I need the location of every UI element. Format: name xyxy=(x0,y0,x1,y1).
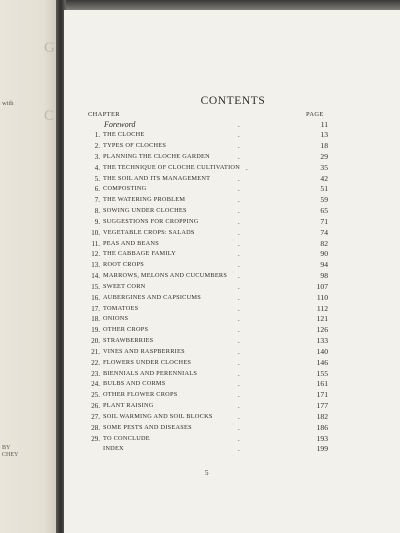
toc-leader-dots: . xyxy=(238,250,260,259)
toc-page-number: 133 xyxy=(316,336,328,346)
toc-chapter-number: 5. xyxy=(94,174,100,183)
toc-chapter-number: 4. xyxy=(94,163,100,172)
toc-page-number: 193 xyxy=(316,433,328,443)
toc-chapter-number: 11. xyxy=(91,239,100,248)
toc-leader-dots: . xyxy=(238,304,260,313)
toc-page-number: 42 xyxy=(320,173,328,183)
toc-chapter-title: VEGETABLE CROPS: SALADS xyxy=(103,228,195,236)
toc-chapter-number: 6. xyxy=(94,185,100,194)
toc-entry xyxy=(86,282,328,292)
toc-chapter-title: AUBERGINES AND CAPSICUMS xyxy=(103,293,202,301)
toc-entry xyxy=(86,336,328,346)
toc-chapter-number: 16. xyxy=(91,293,100,302)
toc-leader-dots: . xyxy=(238,152,260,161)
toc-entry xyxy=(86,228,328,238)
toc-leader-dots: . xyxy=(238,261,260,270)
toc-leader-dots: . xyxy=(238,347,260,356)
toc-leader-dots: . xyxy=(238,337,260,346)
toc-entry xyxy=(86,174,328,184)
toc-page-number: 182 xyxy=(316,411,328,421)
toc-page-number: 13 xyxy=(320,130,328,140)
toc-entry xyxy=(86,260,328,270)
toc-chapter-number: 23. xyxy=(91,369,100,378)
left-page-text: with xyxy=(2,100,14,107)
toc-leader-dots: . xyxy=(238,272,260,281)
toc-chapter-number: 21. xyxy=(91,347,100,356)
toc-chapter-number: 7. xyxy=(94,196,100,205)
toc-leader-dots: . xyxy=(238,326,260,335)
toc-leader-dots: . xyxy=(238,445,260,454)
toc-chapter-title: STRAWBERRIES xyxy=(103,337,154,345)
toc-leader-dots: . xyxy=(238,207,260,216)
toc-page-number: 29 xyxy=(320,151,328,161)
toc-chapter-number: 12. xyxy=(91,250,100,259)
toc-page-number: 90 xyxy=(320,249,328,259)
toc-entry xyxy=(86,239,328,249)
toc-leader-dots: . xyxy=(238,174,260,183)
toc-chapter-title: BULBS AND CORMS xyxy=(103,380,166,388)
toc-entry xyxy=(86,434,328,444)
toc-page-number: 82 xyxy=(320,238,328,248)
toc-entry xyxy=(86,444,328,454)
toc-entry xyxy=(86,347,328,357)
toc-page-number: 177 xyxy=(316,401,328,411)
toc-page-number: 140 xyxy=(316,346,328,356)
toc-chapter-number: 15. xyxy=(91,282,100,291)
toc-chapter-title: TO CONCLUDE xyxy=(103,434,150,442)
left-page-note: BY xyxy=(2,445,11,451)
toc-page-number: 59 xyxy=(320,195,328,205)
toc-leader-dots: . xyxy=(238,120,260,129)
toc-entry xyxy=(86,304,328,314)
toc-entry xyxy=(86,358,328,368)
toc-chapter-title: SOME PESTS AND DISEASES xyxy=(103,423,192,431)
toc-entry xyxy=(86,120,328,130)
toc-leader-dots: . xyxy=(238,423,260,432)
toc-page-number: 18 xyxy=(320,141,328,151)
toc-entry xyxy=(86,206,328,216)
toc-chapter-number: 17. xyxy=(91,304,100,313)
toc-leader-dots: . xyxy=(246,163,268,172)
toc-chapter-title: TYPES OF CLOCHES xyxy=(103,142,167,150)
toc-page-number: 11 xyxy=(320,119,328,129)
toc-chapter-number: 9. xyxy=(94,217,100,226)
toc-chapter-title: SWEET CORN xyxy=(103,282,146,290)
toc-chapter-title: THE TECHNIQUE OF CLOCHE CULTIVATION xyxy=(103,163,241,171)
toc-chapter-number: 26. xyxy=(91,402,100,411)
toc-entry xyxy=(86,195,328,205)
toc-chapter-title: SOWING UNDER CLOCHES xyxy=(103,207,187,215)
toc-chapter-title: THE CLOCHE xyxy=(103,131,145,139)
toc-chapter-title: FLOWERS UNDER CLOCHES xyxy=(103,358,192,366)
toc-entry xyxy=(86,423,328,433)
toc-chapter-title: PLANNING THE CLOCHE GARDEN xyxy=(103,152,210,160)
toc-chapter-title: PEAS AND BEANS xyxy=(103,239,159,247)
toc-page-number: 65 xyxy=(320,206,328,216)
toc-page-number: 161 xyxy=(316,379,328,389)
toc-entry xyxy=(86,152,328,162)
toc-entry xyxy=(86,249,328,259)
toc-chapter-number: 25. xyxy=(91,391,100,400)
toc-leader-dots: . xyxy=(238,391,260,400)
chapter-column-header: CHAPTER xyxy=(88,111,120,118)
toc-page-number: 155 xyxy=(316,368,328,378)
toc-chapter-number: 13. xyxy=(91,261,100,270)
toc-chapter-title: TOMATOES xyxy=(103,304,139,312)
toc-chapter-number: 28. xyxy=(91,423,100,432)
toc-leader-dots: . xyxy=(238,196,260,205)
toc-page-number: 186 xyxy=(316,422,328,432)
toc-chapter-number: 3. xyxy=(94,152,100,161)
left-page xyxy=(0,0,58,533)
toc-leader-dots: . xyxy=(238,293,260,302)
page-title: CONTENTS xyxy=(200,95,266,107)
toc-chapter-title: COMPOSTING xyxy=(103,185,147,193)
toc-chapter-number: 18. xyxy=(91,315,100,324)
page-number: 5 xyxy=(205,469,209,477)
toc-leader-dots: . xyxy=(238,412,260,421)
toc-chapter-title: ONIONS xyxy=(103,315,129,323)
toc-entry xyxy=(86,163,328,173)
toc-chapter-number: 22. xyxy=(91,358,100,367)
toc-leader-dots: . xyxy=(238,239,260,248)
toc-chapter-title: THE WATERING PROBLEM xyxy=(103,196,186,204)
toc-page-number: 98 xyxy=(320,271,328,281)
toc-chapter-number: 10. xyxy=(91,228,100,237)
toc-page-number: 51 xyxy=(320,184,328,194)
toc-entry xyxy=(86,130,328,140)
toc-page-number: 126 xyxy=(316,325,328,335)
toc-chapter-title: SOIL WARMING AND SOIL BLOCKS xyxy=(103,412,213,420)
toc-entry xyxy=(86,314,328,324)
toc-chapter-title: Foreword xyxy=(104,119,136,129)
toc-chapter-title: MARROWS, MELONS AND CUCUMBERS xyxy=(103,272,228,280)
toc-chapter-title: THE SOIL AND ITS MANAGEMENT xyxy=(103,174,211,182)
toc-entry xyxy=(86,401,328,411)
toc-leader-dots: . xyxy=(238,217,260,226)
toc-leader-dots: . xyxy=(238,358,260,367)
toc-page-number: 112 xyxy=(316,303,328,313)
toc-entry xyxy=(86,293,328,303)
toc-chapter-number: 8. xyxy=(94,207,100,216)
toc-leader-dots: . xyxy=(238,185,260,194)
toc-chapter-title: BIENNIALS AND PERENNIALS xyxy=(103,369,198,377)
toc-chapter-title: THE CABBAGE FAMILY xyxy=(103,250,177,258)
left-page-note: CHEY xyxy=(2,452,19,458)
toc-leader-dots: . xyxy=(238,434,260,443)
toc-page-number: 199 xyxy=(316,444,328,454)
toc-chapter-number: 14. xyxy=(91,272,100,281)
toc-entry xyxy=(86,141,328,151)
toc-leader-dots: . xyxy=(238,142,260,151)
toc-leader-dots: . xyxy=(238,315,260,324)
toc-chapter-title: OTHER CROPS xyxy=(103,326,149,334)
toc-entry xyxy=(86,271,328,281)
toc-chapter-number: 29. xyxy=(91,434,100,443)
toc-page-number: 107 xyxy=(316,281,328,291)
toc-chapter-number: 24. xyxy=(91,380,100,389)
toc-entry xyxy=(86,369,328,379)
toc-entry xyxy=(86,184,328,194)
toc-entry xyxy=(86,217,328,227)
toc-chapter-number: 27. xyxy=(91,412,100,421)
toc-page-number: 121 xyxy=(316,314,328,324)
toc-page-number: 146 xyxy=(316,357,328,367)
toc-leader-dots: . xyxy=(238,131,260,140)
page-column-header: PAGE xyxy=(306,111,324,118)
left-page-bleed-letter: G xyxy=(44,40,56,56)
toc-entry xyxy=(86,325,328,335)
toc-chapter-title: PLANT RAISING xyxy=(103,402,154,410)
toc-chapter-title: VINES AND RASPBERRIES xyxy=(103,347,185,355)
toc-chapter-title: INDEX xyxy=(103,445,124,453)
toc-chapter-number: 19. xyxy=(91,326,100,335)
toc-chapter-number: 20. xyxy=(91,337,100,346)
left-page-bleed-letter: C xyxy=(44,108,56,124)
toc-leader-dots: . xyxy=(238,380,260,389)
toc-page-number: 71 xyxy=(320,216,328,226)
toc-chapter-title: OTHER FLOWER CROPS xyxy=(103,391,178,399)
toc-page-number: 74 xyxy=(320,227,328,237)
toc-entry xyxy=(86,379,328,389)
toc-page-number: 94 xyxy=(320,260,328,270)
toc-page-number: 171 xyxy=(316,390,328,400)
toc-page-number: 35 xyxy=(320,162,328,172)
toc-entry xyxy=(86,390,328,400)
toc-chapter-title: SUGGESTIONS FOR CROPPING xyxy=(103,217,199,225)
toc-leader-dots: . xyxy=(238,282,260,291)
toc-chapter-number: 1. xyxy=(94,131,100,140)
toc-chapter-number: 2. xyxy=(94,142,100,151)
toc-leader-dots: . xyxy=(238,369,260,378)
toc-leader-dots: . xyxy=(238,228,260,237)
toc-page-number: 110 xyxy=(316,292,328,302)
toc-leader-dots: . xyxy=(238,402,260,411)
toc-entry xyxy=(86,412,328,422)
toc-chapter-title: ROOT CROPS xyxy=(103,261,145,269)
